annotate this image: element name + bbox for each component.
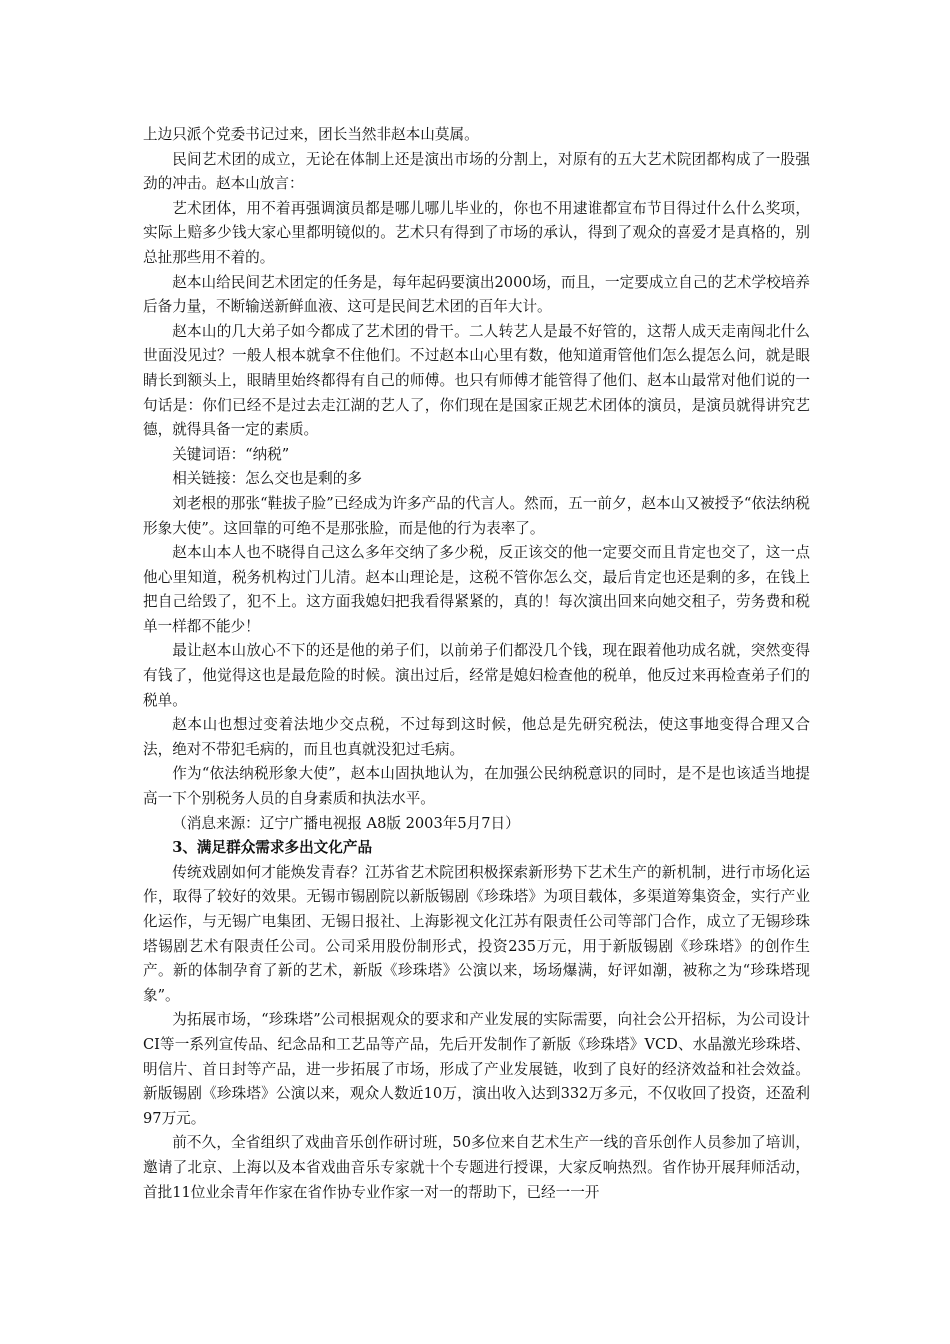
paragraph: 民间艺术团的成立，无论在体制上还是演出市场的分割上，对原有的五大艺术院团都构成了一股强劲的冲击。赵本山放言：: [143, 150, 810, 193]
related-link-heading: 相关链接：怎么交也是剩的多: [172, 470, 362, 488]
paragraph: 艺术团体，用不着再强调演员都是哪儿哪儿毕业的，你也不用逮谁都宣布节目得过什么什么奖项，实际上赔多少钱大家心里都明镜似的。艺术只有得到了市场的承认，得到了观众的喜爱才是真格的，别总扯那些用不着的。: [143, 199, 810, 266]
paragraph: 赵本山也想过变着法地少交点税，不过每到这时候，他总是先研究税法，使这事地变得合理又合法，绝对不带犯毛病的，而且也真就没犯过毛病。: [143, 716, 810, 758]
paragraph: 上边只派个党委书记过来，团长当然非赵本山莫属。: [143, 126, 479, 143]
section-heading: 3、满足群众需求多出文化产品: [172, 839, 373, 857]
paragraph: 前不久，全省组织了戏曲音乐创作研讨班，50多位来自艺术生产一线的音乐创作人员参加了培训，邀请了北京、上海以及本省戏曲音乐专家就十个专题进行授课，大家反响热烈。省作协开展拜师活动，首批11位业余青年作家在省作协专业作家一对一的帮助下，已经一一开: [143, 1134, 810, 1201]
paragraph: 作为“依法纳税形象大使”，赵本山固执地认为，在加强公民纳税意识的同时，是不是也该适当地提高一下个别税务人员的自身素质和执法水平。: [143, 765, 810, 808]
paragraph: 最让赵本山放心不下的还是他的弟子们，以前弟子们都没几个钱，现在跟着他功成名就，突然变得有钱了，他觉得这也是最危险的时候。演出过后，经常是媳妇检查他的税单，他反过来再检查弟子们的税单。: [143, 642, 810, 709]
paragraph: 赵本山给民间艺术团定的任务是，每年起码要演出2000场，而且，一定要成立自己的艺术学校培养后备力量，不断输送新鲜血液、这可是民间艺术团的百年大计。: [143, 273, 810, 316]
paragraph: 传统戏剧如何才能焕发青春？江苏省艺术院团积极探索新形势下艺术生产的新机制，进行市场化运作，取得了较好的效果。无锡市锡剧院以新版锡剧《珍珠塔》为项目载体，多渠道筹集资金，实行产业化运作，与无锡广电集团、无锡日报社、上海影视文化江苏有限责任公司等部门合作，成立了无锡珍珠塔锡剧艺术有限责任公司。公司采用股份制形式，投资235万元，用于新版锡剧《珍珠塔》的创作生产。新的体制孕育了新的艺术，新版《珍珠塔》公演以来，场场爆满，好评如潮，被称之为“珍珠塔现象”。: [143, 863, 810, 1004]
document-page: [143, 123, 810, 1205]
paragraph: 刘老根的那张“鞋拔子脸”已经成为许多产品的代言人。然而，五一前夕，赵本山又被授予“依法纳税形象大使”。这回靠的可绝不是那张脸，而是他的行为表率了。: [143, 494, 810, 537]
source-note: （消息来源：辽宁广播电视报 A8版 2003年5月7日）: [172, 814, 520, 832]
keyword-heading: 关键词语：“纳税”: [172, 445, 290, 463]
paragraph: 为拓展市场，“珍珠塔”公司根据观众的要求和产业发展的实际需要，向社会公开招标，为公司设计CI等一系列宣传品、纪念品和工艺品等产品，先后开发制作了新版《珍珠塔》VCD、水晶激光珍珠塔、明信片、首日封等产品，进一步拓展了市场，形成了产业发展链，收到了良好的经济效益和社会效益。新版锡剧《珍珠塔》公演以来，观众人数近10万，演出收入达到332万多元，不仅收回了投资，还盈利97万元。: [143, 1011, 810, 1127]
paragraph: 赵本山本人也不晓得自己这么多年交纳了多少税，反正该交的他一定要交而且肯定也交了，这一点他心里知道，税务机构过门儿清。赵本山理论是，这税不管你怎么交，最后肯定也还是剩的多，在钱上把自己给毁了，犯不上。这方面我媳妇把我看得紧紧的，真的！每次演出回来向她交租子，劳务费和税单一样都不能少！: [143, 544, 810, 635]
paragraph: 赵本山的几大弟子如今都成了艺术团的骨干。二人转艺人是最不好管的，这帮人成天走南闯北什么世面没见过？一般人根本就拿不住他们。不过赵本山心里有数，他知道甭管他们怎么提怎么问，就是眼睛长到额头上，眼睛里始终都得有自己的师傅。也只有师傅才能管得了他们、赵本山最常对他们说的一句话是：你们已经不是过去走江湖的艺人了，你们现在是国家正规艺术团体的演员，是演员就得讲究艺德，就得具备一定的素质。: [143, 322, 810, 439]
